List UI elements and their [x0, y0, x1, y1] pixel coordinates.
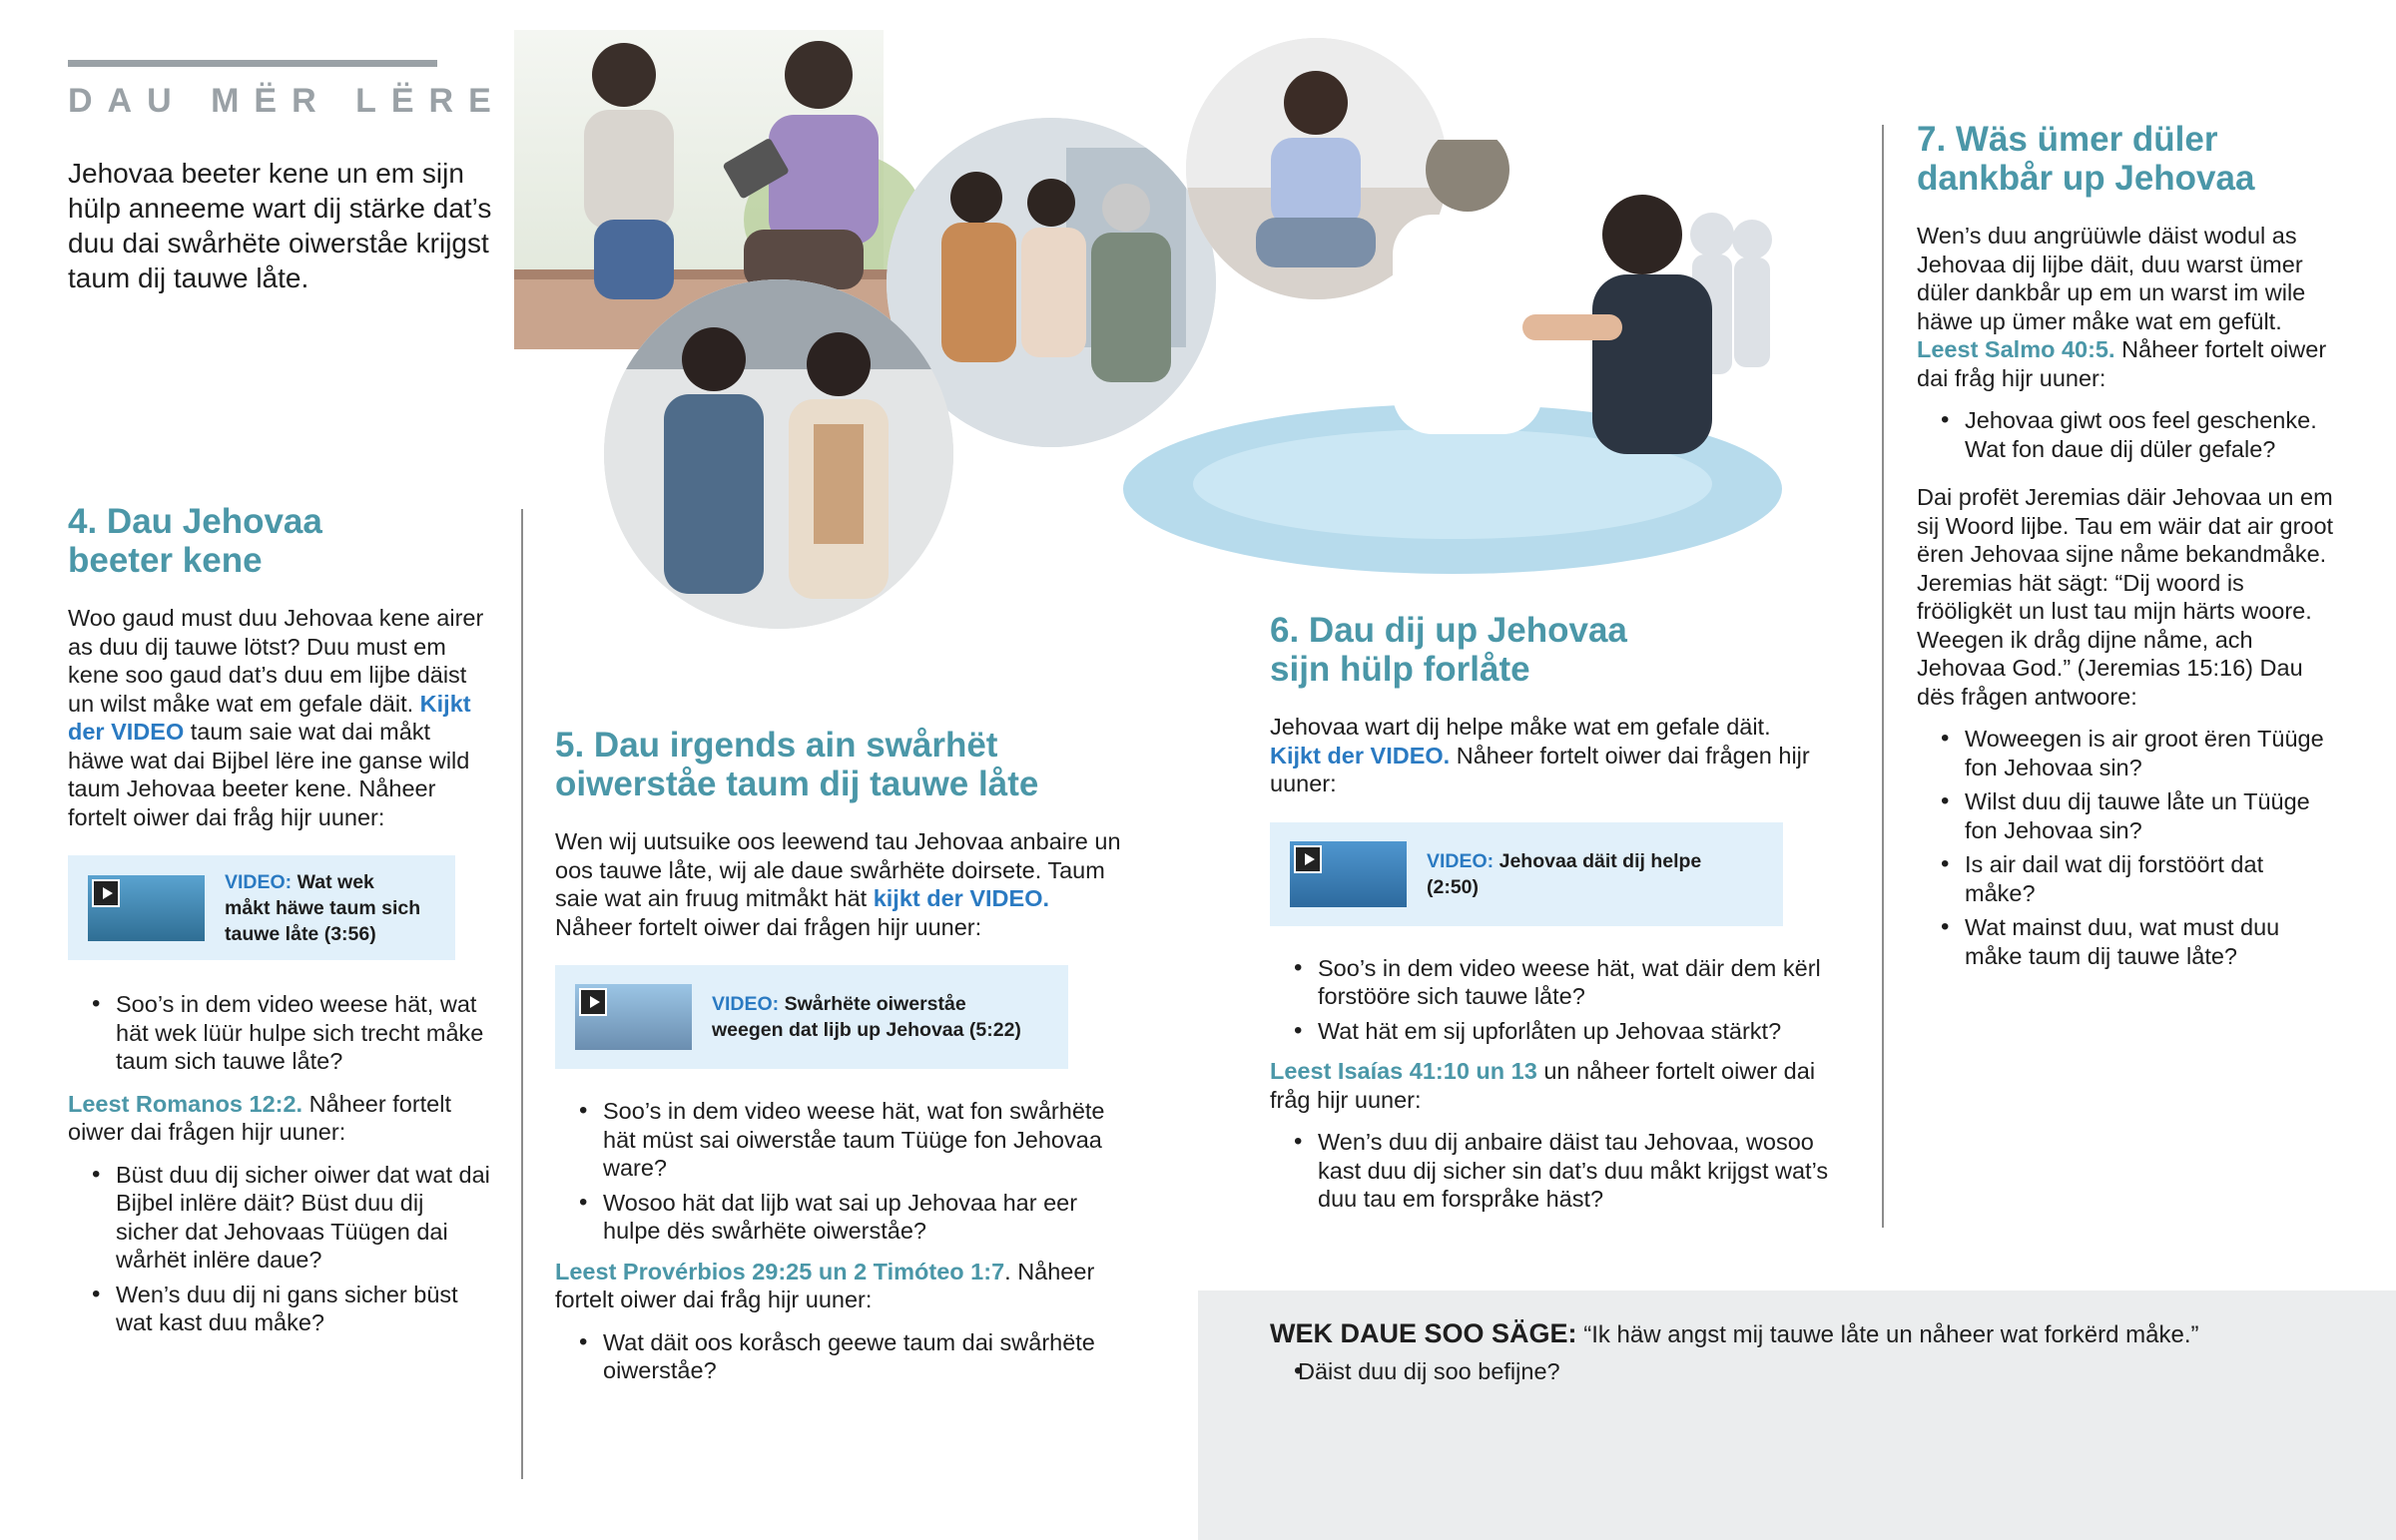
section-7-p1-text: Wen’s duu angrüüwle däist wodul as Jehovaa dij lijbe däit, duu warst ümer düler dankbår up em un warst im wile häwe up ümer måke wat em gefült. — [1917, 223, 2306, 334]
list-item: • Wat däit oos koråsch geewe taum dai swårhëte oiwerståe? — [555, 1328, 1124, 1385]
section-7-scripture-link[interactable]: Leest Salmo 40:5. — [1917, 336, 2115, 362]
video-label: VIDEO: — [712, 993, 780, 1015]
play-icon[interactable] — [92, 879, 120, 907]
section-5-p1-text: Wen wij uutsuike oos leewend tau Jehovaa anbaire un oos tauwe låte, wij ale daue swårhëte doirsete. Taum saie wat ain fruug mitmåkt hät — [555, 828, 1121, 911]
list-item: • Däist duu dij soo befijne? — [1270, 1357, 2368, 1386]
video-thumbnail[interactable] — [575, 984, 692, 1050]
section-5-scripture-link[interactable]: Leest Provérbios 29:25 un 2 Timóteo 1:7 — [555, 1258, 1005, 1284]
section-6-bullets-1 — [1270, 954, 1859, 1046]
section-7-paragraph-1 — [1917, 222, 2336, 392]
section-4-video-caption — [225, 869, 424, 947]
section-4-p1-text-after: taum saie wat dai måkt häwe wat dai Bijbel lëre ine ganse wild taum Jehovaa beeter kene. Nåheer fortelt oiwer dai fråg hijr uuner: — [68, 719, 470, 830]
video-label: VIDEO: — [1427, 849, 1495, 872]
section-4-video-title: Wat wek måkt häwe taum sich tauwe låte (3:56) — [225, 870, 421, 945]
section-4-bullets-2 — [68, 1161, 492, 1337]
section-7-paragraph-2: Dai profët Jeremias däir Jehovaa un em sij Woord lijbe. Tau em wäir dat air groot ëren Jehovaa sijne nåme bekandmåke. Jeremias hät sägt: “Dij woord is frööligkët un lust tau mijn härts woore. Weegen ik dråg dijne nåme, ach Jehovaa God.” (Jeremias 15:16) Dau dës frågen antwoore: — [1917, 484, 2334, 710]
list-item: • Wen’s duu dij ni gans sicher büst wat kast duu måke? — [68, 1281, 492, 1337]
list-item: • Soo’s in dem video weese hät, wat fon swårhëte hät müst sai oiwerståe taum Tüüge fon Jehovaa ware? — [555, 1097, 1124, 1183]
some-say-bullets — [1270, 1357, 2368, 1386]
section-5-video-box[interactable] — [555, 965, 1068, 1069]
section-6-video-link[interactable]: Kijkt der VIDEO. — [1270, 742, 1451, 769]
column-divider-2 — [1882, 125, 1884, 1228]
section-6-heading — [1270, 611, 1859, 689]
video-thumbnail[interactable] — [1290, 841, 1407, 907]
video-label: VIDEO: — [225, 870, 293, 893]
section-4-paragraph-1 — [68, 604, 492, 831]
section-4-p2-text: Nåheer fortelt oiwer dai frågen hijr uuner: — [68, 1090, 452, 1145]
section-7-heading-line1: 7. Wäs ümer düler — [1917, 120, 2218, 159]
some-say-content — [1270, 1317, 2368, 1392]
section-5-heading-line1: 5. Dau irgends ain swårhët — [555, 726, 998, 765]
play-icon[interactable] — [1294, 845, 1322, 873]
list-item: • Büst duu dij sicher oiwer dat wat dai Bijbel inlëre däit? Büst duu dij sicher dat Jehovaas Tüügen dai wårhët inlëre daue? — [68, 1161, 492, 1275]
some-say-quote: “Ik häw angst mij tauwe låte un nåheer wat forkërd måke.” — [1583, 1321, 2199, 1348]
section-4 — [68, 502, 492, 1343]
section-6-p2-text: un nåheer fortelt oiwer dai fråg hijr uuner: — [1270, 1058, 1816, 1113]
section-4-heading-line2: beeter kene — [68, 541, 263, 580]
illustration-baptism — [1063, 140, 1802, 599]
list-item: • Soo’s in dem video weese hät, wat däir dem kërl forstööre sich tauwe låte? — [1270, 954, 1859, 1011]
list-item: • Woweegen is air groot ëren Tüüge fon Jehovaa sin? — [1917, 725, 2336, 781]
section-7-heading — [1917, 120, 2336, 198]
section-7 — [1917, 120, 2336, 976]
section-4-paragraph-2 — [68, 1090, 492, 1147]
section-6 — [1270, 611, 1859, 1220]
section-7-bullets-2 — [1917, 725, 2336, 970]
section-5-video-title: Swårhëte oiwerståe weegen dat lijb up Jehovaa (5:22) — [712, 993, 1021, 1041]
section-5-heading-line2: oiwerståe taum dij tauwe låte — [555, 765, 1039, 803]
section-5 — [555, 726, 1124, 1391]
list-item: • Soo’s in dem video weese hät, wat hät wek lüür hulpe sich trecht måke taum sich tauwe låte? — [68, 990, 492, 1076]
illustration-shop-circle — [604, 279, 953, 629]
section-5-p2-text: . Nåheer fortelt oiwer dai fråg hijr uuner: — [555, 1258, 1095, 1312]
page-kicker: DAU MËR LËRE — [68, 82, 506, 120]
section-5-paragraph-1 — [555, 827, 1124, 941]
section-4-p1-text: Woo gaud must duu Jehovaa kene airer as duu dij tauwe lötst? Duu must em kene soo gaud dat’s duu em lijbe däist un wilst måke wat em gefale däit. — [68, 605, 484, 717]
list-item: • Is air dail wat dij forstöört dat måke? — [1917, 850, 2336, 907]
section-7-p1-text-after: Nåheer fortelt oiwer dai fråg hijr uuner: — [1917, 336, 2327, 391]
section-5-p1-text-after: Nåheer fortelt oiwer dai frågen hijr uuner: — [555, 913, 982, 940]
section-6-p1-text: Jehovaa wart dij helpe måke wat em gefale däit. — [1270, 714, 1771, 740]
section-4-heading — [68, 502, 492, 580]
header-rule — [68, 60, 437, 67]
section-4-scripture-link[interactable]: Leest Romanos 12:2. — [68, 1090, 303, 1117]
section-4-video-box[interactable] — [68, 855, 455, 960]
section-5-bullets-1 — [555, 1097, 1124, 1246]
section-4-video-link[interactable]: Kijkt der VIDEO — [68, 690, 471, 745]
some-say-line — [1270, 1317, 2368, 1351]
section-5-heading — [555, 726, 1124, 803]
list-item: • Wilst duu dij tauwe låte un Tüüge fon Jehovaa sin? — [1917, 787, 2336, 844]
section-6-video-box[interactable] — [1270, 822, 1783, 926]
section-6-p1-text-after: Nåheer fortelt oiwer dai frågen hijr uuner: — [1270, 742, 1810, 796]
section-7-heading-line2: dankbår up Jehovaa — [1917, 159, 2255, 198]
list-item: • Wat mainst duu, wat must duu måke taum dij tauwe låte? — [1917, 913, 2336, 970]
section-7-bullets-1 — [1917, 406, 2336, 463]
section-5-paragraph-2 — [555, 1258, 1124, 1314]
list-item: • Wosoo hät dat lijb wat sai up Jehovaa har eer hulpe dës swårhëte oiwerståe? — [555, 1189, 1124, 1246]
section-5-bullets-2 — [555, 1328, 1124, 1385]
intro-text: Jehovaa beeter kene un em sijn hülp anneeme wart dij stärke dat’s duu dai swårhëte oiwerståe krijgst taum dij tauwe låte. — [68, 158, 492, 293]
column-divider-1 — [521, 509, 523, 1479]
video-thumbnail[interactable] — [88, 875, 205, 941]
some-say-label: WEK DAUE SOO SÄGE: — [1270, 1318, 1577, 1348]
play-icon[interactable] — [579, 988, 607, 1016]
section-6-video-caption — [1427, 848, 1726, 900]
section-6-scripture-link[interactable]: Leest Isaías 41:10 un 13 — [1270, 1058, 1537, 1084]
section-5-video-caption — [712, 991, 1041, 1043]
section-5-video-link[interactable]: kijkt der VIDEO. — [873, 885, 1050, 911]
section-6-heading-line1: 6. Dau dij up Jehovaa — [1270, 611, 1627, 650]
section-6-paragraph-1 — [1270, 713, 1859, 798]
section-6-paragraph-2 — [1270, 1057, 1859, 1114]
section-6-video-title: Jehovaa däit dij helpe (2:50) — [1427, 849, 1702, 898]
list-item: • Wat hät em sij upforlåten up Jehovaa stärkt? — [1270, 1017, 1859, 1046]
section-6-bullets-2 — [1270, 1128, 1859, 1214]
section-6-heading-line2: sijn hülp forlåte — [1270, 650, 1530, 689]
section-4-heading-line1: 4. Dau Jehovaa — [68, 502, 322, 541]
section-4-bullets-1 — [68, 990, 492, 1076]
list-item: • Wen’s duu dij anbaire däist tau Jehovaa, wosoo kast duu dij sicher sin dat’s duu måkt krijgst wat’s duu tau em forspråke häst? — [1270, 1128, 1859, 1214]
list-item: • Jehovaa giwt oos feel geschenke. Wat fon daue dij düler gefale? — [1917, 406, 2336, 463]
